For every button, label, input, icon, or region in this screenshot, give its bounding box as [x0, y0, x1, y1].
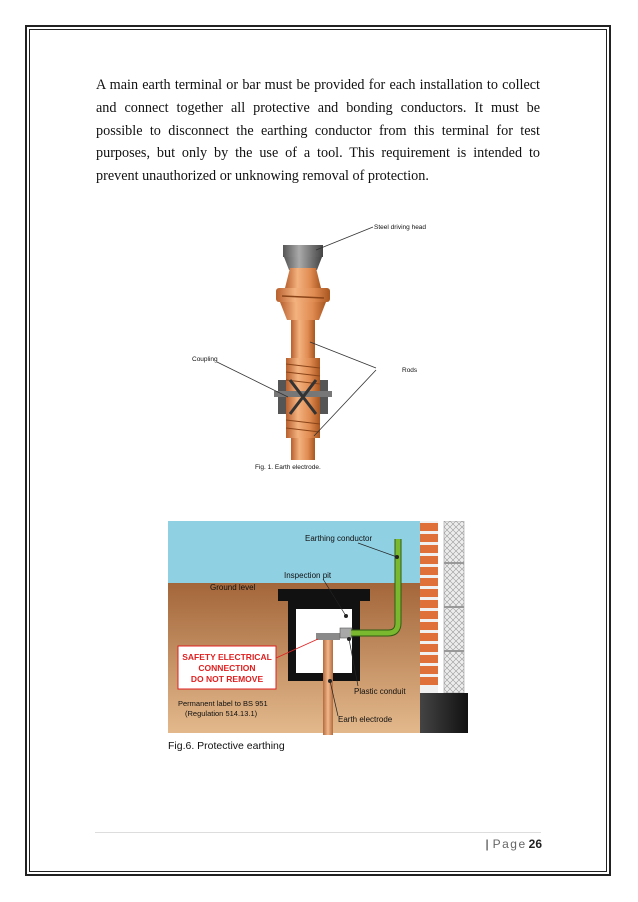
lower-rod — [291, 438, 315, 460]
label-rods: Rods — [402, 367, 418, 374]
footer-page-word: Page — [492, 837, 527, 851]
label-earthing-conductor: Earthing conductor — [305, 534, 373, 543]
warning-line-1: SAFETY ELECTRICAL — [182, 652, 272, 662]
driving-flange — [276, 288, 330, 302]
page-footer — [485, 837, 542, 851]
foundation — [420, 693, 468, 733]
figure-protective-earthing — [168, 521, 468, 756]
figure1-caption: Fig. 1. Earth electrode. — [255, 464, 321, 471]
label-ground-level: Ground level — [210, 583, 256, 592]
label-inspection-pit: Inspection pit — [284, 571, 332, 580]
warning-line-2: CONNECTION — [198, 663, 256, 673]
label-coupling: Coupling — [192, 356, 218, 363]
label-earth-electrode: Earth electrode — [338, 715, 393, 724]
page-number: 26 — [528, 837, 542, 851]
warning-line-3: DO NOT REMOVE — [190, 674, 264, 684]
footer-divider — [95, 832, 541, 833]
pit-cover — [278, 589, 370, 601]
footer-separator: | — [485, 837, 489, 851]
upper-rod — [291, 320, 315, 358]
steel-driving-head — [283, 245, 323, 257]
figure-earth-electrode — [190, 210, 450, 475]
figure6-caption: Fig.6. Protective earthing — [168, 740, 285, 752]
label-steel-driving-head: Steel driving head — [374, 224, 427, 231]
label-permanent-label: Permanent label to BS 951 — [178, 699, 268, 708]
body-paragraph: A main earth terminal or bar must be provided for each installation to collect and connect together all protective and bonding conductors. It must be possible to disconnect the earthing conductor from this terminal for test purposes, but only by the use of a tool. This requirement is intended to prevent unauthorized or unknowing removal of protection. — [96, 77, 540, 185]
clamp — [316, 633, 340, 640]
label-regulation: (Regulation 514.13.1) — [185, 709, 258, 718]
label-plastic-conduit: Plastic conduit — [354, 687, 406, 696]
head-collar — [285, 268, 321, 288]
conductor-connector — [340, 628, 352, 638]
